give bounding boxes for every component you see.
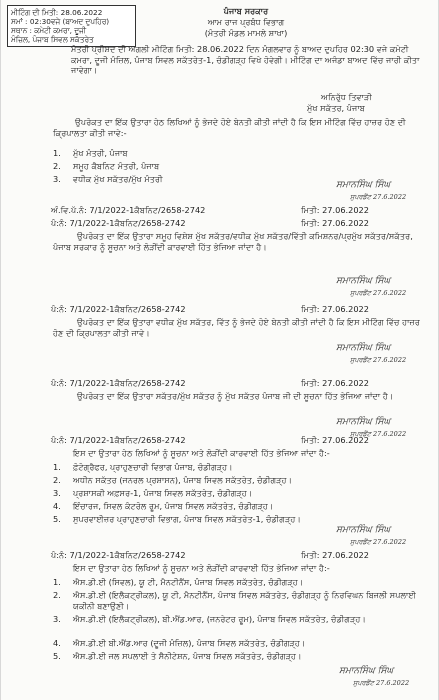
meeting-info-box: [7, 5, 136, 47]
memo6-item-4: ਐਸ.ਡੀ.ਈ ਬੀ.ਐਂਡ.ਆਰ (ਦੂਜੀ ਮੰਜ਼ਿਲ), ਪੰਜਾਬ ਸਿਵਲ ਸਕੱਤਰੇਤ, ਚੰਡੀਗੜ੍ਹ।: [73, 638, 306, 648]
memo5-item-4: ਇੰਚਾਰਜ, ਸਿਵਲ ਕੰਟਰੋਲ ਰੂਮ, ਪੰਜਾਬ ਸਿਵਲ ਸਕੱਤਰੇਤ, ਚੰਡੀਗੜ੍ਹ।: [73, 501, 274, 511]
list1-item-1: ਮੁੱਖ ਮੰਤਰੀ, ਪੰਜਾਬ: [73, 148, 128, 158]
memo5-num-4: 4.: [53, 501, 61, 511]
memo6-item-1: ਐਸ.ਡੀ.ਈ (ਸਿਵਲ), ਯੂ ਟੀ, ਮੈਨਟੀਨੈਂਸ, ਪੰਜਾਬ ਸਿਵਲ ਸਕੱਤਰੇਤ, ਚੰਡੀਗੜ੍ਹ।: [73, 577, 304, 587]
memo5-text: ਇਸ ਦਾ ਉਤਾਰਾ ਹੇਠ ਲਿਖਿਆਂ ਨੂੰ ਸੂਚਨਾ ਅਤੇ ਲੋੜੀਂਦੀ ਕਾਰਵਾਈ ਹਿੱਤ ਭੇਜਿਆ ਜਾਂਦਾ ਹੈ:-: [73, 448, 330, 458]
memo3-ref: ਪੰ:ਨੰ: 7/1/2022-1ਕੈਬਨਿਟ/2658-2742: [51, 304, 186, 314]
memo6-num-3: 3.: [53, 614, 61, 624]
memo5-ref: ਪੰ:ਨੰ: 7/1/2022-1ਕੈਬਨਿਟ/2658-2742: [51, 435, 186, 445]
memo6-text: ਇਸ ਦਾ ਉਤਾਰਾ ਹੇਠ ਲਿਖਿਆਂ ਨੂੰ ਸੂਚਨਾ ਅਤੇ ਲੋੜੀਂਦੀ ਕਾਰਵਾਈ ਹਿੱਤ ਭੇਜਿਆ ਜਾਂਦਾ ਹੈ:-: [73, 563, 330, 573]
signatory-designation: ਮੁੱਖ ਸਕੱਤਰ, ਪੰਜਾਬ: [307, 103, 365, 113]
signature-5: ਸਮਾਨਸਿੰਘ ਸਿੰਘ ਸੁਪਰਡੈਂਟ 27.6.2022: [336, 525, 407, 546]
memo4-date: ਮਿਤੀ: 27.06.2022: [301, 378, 369, 388]
memo6-ref: ਪੰ:ਨੰ: 7/1/2022-1ਕੈਬਨਿਟ/2658-2742: [51, 550, 186, 560]
signature-1: ਸਮਾਨਸਿੰਘ ਸਿੰਘ ਸੁਪਰਡੈਂਟ 27.6.2022: [336, 180, 407, 201]
signature-6: ਸਮਾਨਸਿੰਘ ਸਿੰਘ ਸੁਪਰਡੈਂਟ 27.6.2022: [339, 666, 410, 687]
memo4-ref: ਪੰ:ਨੰ: 7/1/2022-1ਕੈਬਨਿਟ/2658-2742: [51, 378, 186, 388]
department-title: ਆਮ ਰਾਜ ਪ੍ਰਬੰਧ ਵਿਭਾਗ: [207, 17, 285, 27]
list1-num-2: 2.: [53, 161, 61, 171]
memo5-num-1: 1.: [53, 462, 61, 472]
signatory-name: ਅਨਿਰੁੱਧ ਤਿਵਾੜੀ: [321, 92, 372, 102]
meeting-time: ਸਮਾਂ : 02:30ਵਜੇ (ਬਾਅਦ ਦੁਪਹਿਰ): [11, 17, 110, 27]
memo2-ref: ਪੰ:ਨੰ: 7/1/2022-1ਕੈਬਨਿਟ/2658-2742: [51, 218, 186, 228]
memo6-num-1: 1.: [53, 577, 61, 587]
list1-item-3: ਵਧੀਕ ਮੁੱਖ ਸਕੱਤਰ/ਮੁੱਖ ਮੰਤਰੀ: [73, 174, 163, 184]
memo3-date: ਮਿਤੀ: 27.06.2022: [301, 304, 369, 314]
memo5-num-5: 5.: [53, 514, 61, 524]
memo5-item-2: ਅਧੀਨ ਸਕੱਤਰ (ਜਨਰਲ ਪ੍ਰਸ਼ਾਸਨ), ਪੰਜਾਬ ਸਿਵਲ ਸਕੱਤਰੇਤ, ਚੰਡੀਗੜ੍ਹ।: [73, 475, 293, 485]
memo6-date: ਮਿਤੀ: 27.06.2022: [301, 550, 369, 560]
memo5-num-3: 3.: [53, 488, 61, 498]
intro-paragraph: ਮੰਤਰੀ ਪ੍ਰੀਸ਼ਦ ਦੀ ਅਗਲੀ ਮੀਟਿੰਗ ਮਿਤੀ: 28.06.2022 ਦਿਨ ਮੰਗਲਵਾਰ ਨੂੰ ਬਾਅਦ ਦੁਪਹਿਰ 02:30 ਵਜੇ ਕਮੇਟੀ ਕਮਰਾ, ਦੂਜੀ ਮੰਜ਼ਿਲ, ਪੰਜਾਬ ਸਿਵਲ ਸਕੱਤਰੇਤ-1, ਚੰਡੀਗੜ੍ਹ ਵਿਖੇ ਹੋਵੇਗੀ। ਮੀਟਿੰਗ ਦਾ ਅਜੰਡਾ ਬਾਅਦ ਵਿੱਚ ਜਾਰੀ ਕੀਤਾ ਜਾਵੇਗਾ।: [71, 44, 420, 75]
memo5-item-3: ਪ੍ਰਸ਼ਾਸਕੀ ਅਫ਼ਸਰ-1, ਪੰਜਾਬ ਸਿਵਲ ਸਕੱਤਰੇਤ, ਚੰਡੀਗੜ੍ਹ।: [73, 488, 253, 498]
signature-4: ਸਮਾਨਸਿੰਘ ਸਿੰਘ ਸੁਪਰਡੈਂਟ 27.6.2022: [336, 417, 407, 438]
memo4-text: ਉਪਰੋਕਤ ਦਾ ਇੱਕ ਉਤਾਰਾ ਸਕੱਤਰ/ਮੁੱਖ ਸਕੱਤਰ ਨੂੰ ਮੁੱਖ ਸਕੱਤਰ ਪੰਜਾਬ ਜੀ ਦੀ ਸੂਚਨਾ ਹਿੱਤ ਭੇਜਿਆ ਜਾਂਦਾ ਹੈ।: [77, 391, 394, 401]
meeting-venue: ਸਥਾਨ : ਕਮੇਟੀ ਕਮਰਾ, ਦੂਜੀ: [11, 26, 87, 36]
memo6-num-2: 2.: [53, 590, 61, 600]
memo3-text: ਉਪਰੋਕਤ ਦਾ ਇੱਕ ਉਤਾਰਾ ਵਧੀਕ ਮੁੱਖ ਸਕੱਤਰ, ਵਿੱਤ ਨੂੰ ਭੇਜਦੇ ਹੋਏ ਬੇਨਤੀ ਕੀਤੀ ਜਾਂਦੀ ਹੈ ਕਿ ਇਸ ਮੀਟਿੰਗ ਵਿੱਚ ਹਾਜ਼ਰ ਹੋਣ ਦੀ ਕ੍ਰਿਪਾਲਤਾ ਕੀਤੀ ਜਾਵੇ।: [53, 317, 420, 338]
list1-num-1: 1.: [53, 148, 61, 158]
memo5-num-2: 2.: [53, 475, 61, 485]
copy-request: ਉਪਰੋਕਤ ਦਾ ਇੱਕ ਉਤਾਰਾ ਹੇਠ ਲਿਖਿਆਂ ਨੂੰ ਭੇਜਦੇ ਹੋਏ ਬੇਨਤੀ ਕੀਤੀ ਜਾਂਦੀ ਹੈ ਕਿ ਇਸ ਮੀਟਿੰਗ ਵਿੱਚ ਹਾਜ਼ਰ ਹੋਣ ਦੀ ਕ੍ਰਿਪਾਲਤਾ ਕੀਤੀ ਜਾਵੇ:-: [53, 117, 406, 138]
memo5-item-5: ਸੁਪਰਵਾਈਜ਼ਰ ਪ੍ਰਾਹੁਣਚਾਰੀ ਵਿਭਾਗ, ਪੰਜਾਬ ਸਿਵਲ ਸਕੱਤਰੇਤ-1, ਚੰਡੀਗੜ੍ਹ।: [73, 514, 301, 524]
meeting-date: ਮੀਟਿੰਗ ਦੀ ਮਿਤੀ: 28.06.2022: [11, 8, 103, 17]
memo6-item-2: ਐਸ.ਡੀ.ਈ (ਇਲੈਕਟ੍ਰੀਕਲ), ਯੂ ਟੀ, ਮੈਨਟੀਨੈਂਸ, ਪੰਜਾਬ ਸਿਵਲ ਸਕੱਤਰੇਤ, ਚੰਡੀਗੜ੍ਹ ਨੂੰ ਨਿਰਵਿਘਨ ਬਿਜਲੀ ਸਪਲਾਈ ਯਕੀਨੀ ਬਣਾਉਣੀ।: [73, 590, 416, 611]
memo6-num-4: 4.: [53, 638, 61, 648]
signature-2: ਸਮਾਨਸਿੰਘ ਸਿੰਘ ਸੁਪਰਡੈਂਟ 27.6.2022: [336, 276, 407, 297]
branch-title: (ਮੰਤਰੀ ਮੰਡਲ ਮਾਮਲੇ ਸ਼ਾਖਾ): [204, 28, 288, 38]
memo1-date: ਮਿਤੀ: 27.06.2022: [301, 205, 369, 215]
meeting-venue-2: ਮੰਜ਼ਿਲ, ਪੰਜਾਬ ਸਿਵਲ ਸਕੱਤਰੇਤ: [11, 35, 94, 45]
memo6-item-5: ਐਸ.ਡੀ.ਈ ਜਲ ਸਪਲਾਈ ਤੇ ਸੈਨੀਟੇਸ਼ਨ, ਪੰਜਾਬ ਸਿਵਲ ਸਕੱਤਰੇਤ, ਚੰਡੀਗੜ੍ਹ।: [73, 651, 302, 661]
memo1-ref: ਅੰ.ਵਿ.ਪੱ.ਨੰ: 7/1/2022-1ਕੈਬਨਿਟ/2658-2742: [51, 205, 206, 215]
memo2-text: ਉਪਰੋਕਤ ਦਾ ਇੱਕ ਉਤਾਰਾ ਸਮੂਹ ਵਿਸ਼ੇਸ਼ ਮੁੱਖ ਸਕੱਤਰ/ਵਧੀਕ ਮੁੱਖ ਸਕੱਤਰ/ਵਿੱਤੀ ਕਮਿਸ਼ਨਰ/ਪ੍ਰਮੁੱਖ ਸਕੱਤਰ/ਸਕੱਤਰ, ਪੰਜਾਬ ਸਰਕਾਰ ਨੂੰ ਸੂਚਨਾ ਅਤੇ ਲੋੜੀਂਦੀ ਕਾਰਵਾਈ ਹਿੱਤ ਭੇਜਿਆ ਜਾਂਦਾ ਹੈ।: [53, 231, 413, 252]
list1-num-3: 3.: [53, 174, 61, 184]
memo6-num-5: 5.: [53, 651, 61, 661]
memo6-item-3: ਐਸ.ਡੀ.ਈ (ਇਲੈਕਟ੍ਰੀਕਲ), ਬੀ.ਐਂਡ.ਆਰ, (ਜਨਰੇਟਰ ਰੂਮ), ਪੰਜਾਬ ਸਿਵਲ ਸਕੱਤਰੇਤ, ਚੰਡੀਗੜ੍ਹ।: [73, 614, 366, 624]
memo5-date: ਮਿਤੀ: 27.06.2022: [301, 435, 369, 445]
signature-3: ਸਮਾਨਸਿੰਘ ਸਿੰਘ ਸੁਪਰਡੈਂਟ 27.6.2022: [336, 343, 407, 364]
memo2-date: ਮਿਤੀ: 27.06.2022: [301, 218, 369, 228]
list1-item-2: ਸਮੂਹ ਕੈਬਨਿਟ ਮੰਤਰੀ, ਪੰਜਾਬ: [73, 161, 160, 171]
memo5-item-1: ਫ਼ੋਟੋਗ੍ਰੈਫਰ, ਪ੍ਰਾਹੁਣਚਾਰੀ ਵਿਭਾਗ ਪੰਜਾਬ, ਚੰਡੀਗੜ੍ਹ।: [73, 462, 233, 472]
govt-title: ਪੰਜਾਬ ਸਰਕਾਰ: [223, 6, 269, 16]
